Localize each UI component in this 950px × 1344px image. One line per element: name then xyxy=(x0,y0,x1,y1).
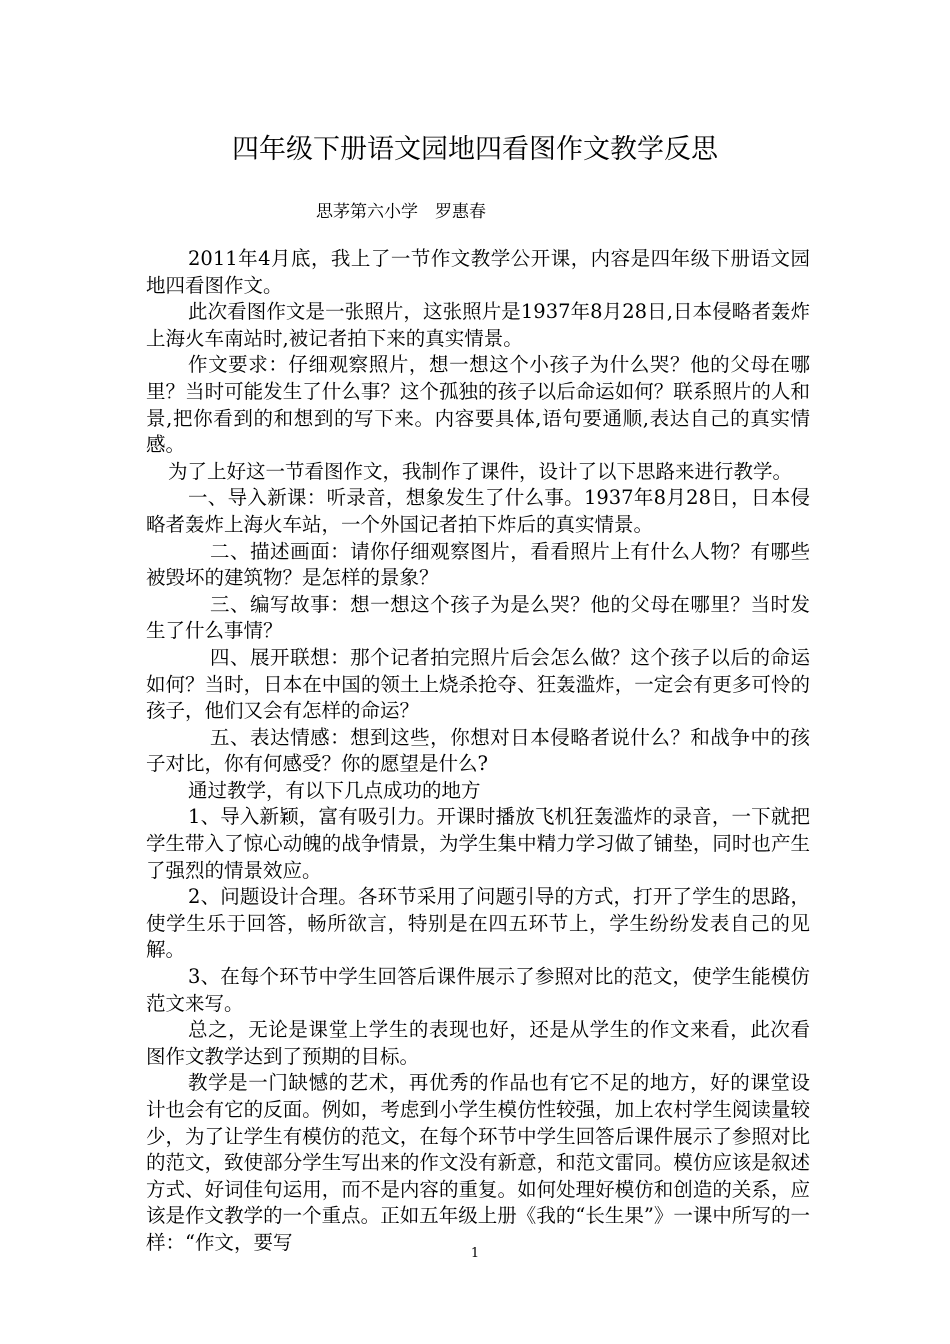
paragraph-1: 2011年4月底，我上了一节作文教学公开课，内容是四年级下册语文园地四看图作文。 xyxy=(146,247,810,297)
paragraph-6: 二、描述画面：请你仔细观察图片，看看照片上有什么人物？有哪些被毁坏的建筑物？是怎样的景象？ xyxy=(146,539,810,590)
paragraph-7: 三、编写故事：想一想这个孩子为是么哭？他的父母在哪里？当时发生了什么事情？ xyxy=(146,592,810,643)
paragraph-8: 四、展开联想：那个记者拍完照片后会怎么做？这个孩子以后的命运如何？当时，日本在中国的领土上烧杀抢夺、狂轰滥炸，一定会有更多可怜的孩子，他们又会有怎样的命运？ xyxy=(146,645,810,723)
paragraph-12: 2、问题设计合理。各环节采用了问题引导的方式，打开了学生的思路，使学生乐于回答，畅所欲言，特别是在四五环节上，学生纷纷发表自己的见解。 xyxy=(146,885,810,962)
page-number: 1 xyxy=(470,1246,480,1261)
paragraph-11: 1、导入新颖，富有吸引力。开课时播放飞机狂轰滥炸的录音，一下就把学生带入了惊心动魄的战争情景，为学生集中精力学习做了铺垫，同时也产生了强烈的情景效应。 xyxy=(146,805,810,882)
author-line: 思茅第六小学 罗惠春 xyxy=(316,202,486,222)
paragraph-14: 总之，无论是课堂上学生的表现也好，还是从学生的作文来看，此次看图作文教学达到了预期的目标。 xyxy=(146,1018,810,1068)
document-body xyxy=(146,246,810,1257)
paragraph-13: 3、在每个环节中学生回答后课件展示了参照对比的范文，使学生能模仿范文来写。 xyxy=(146,965,810,1015)
document-title: 四年级下册语文园地四看图作文教学反思 xyxy=(232,134,718,165)
paragraph-3: 作文要求：仔细观察照片，想一想这个小孩子为什么哭？他的父母在哪里？当时可能发生了什么事？这个孤独的孩子以后命运如何？联系照片的人和景,把你看到的和想到的写下来。内容要具体,语句要通顺,表达自己的真实情感。 xyxy=(146,353,810,457)
paragraph-10: 通过教学，有以下几点成功的地方 xyxy=(188,778,481,802)
paragraph-9: 五、表达情感：想到这些，你想对日本侵略者说什么？和战争中的孩子对比，你有何感受？你的愿望是什么? xyxy=(146,725,810,776)
paragraph-4: 为了上好这一节看图作文，我制作了课件，设计了以下思路来进行教学。 xyxy=(168,459,793,483)
paragraph-5: 一、导入新课：听录音，想象发生了什么事。1937年8月28日，日本侵略者轰炸上海火车站，一个外国记者拍下炸后的真实情景。 xyxy=(146,486,810,536)
paragraph-2: 此次看图作文是一张照片，这张照片是1937年8月28日,日本侵略者轰炸上海火车南站时,被记者拍下来的真实情景。 xyxy=(146,300,810,350)
paragraph-15: 教学是一门缺憾的艺术，再优秀的作品也有它不足的地方，好的课堂设计也会有它的反面。例如，考虑到小学生模仿性较强，加上农村学生阅读量较少，为了让学生有模仿的范文，在每个环节中学生回答后课件展示了参照对比的范文，致使部分学生写出来的作文没有新意，和范文雷同。模仿应该是叙述方式、好词佳句运用，而不是内容的重复。如何处理好模仿和创造的关系，应该是作文教学的一个重点。正如五年级上册《我的“长生果”》一课中所写的一样：“作文，要写 xyxy=(146,1071,810,1254)
